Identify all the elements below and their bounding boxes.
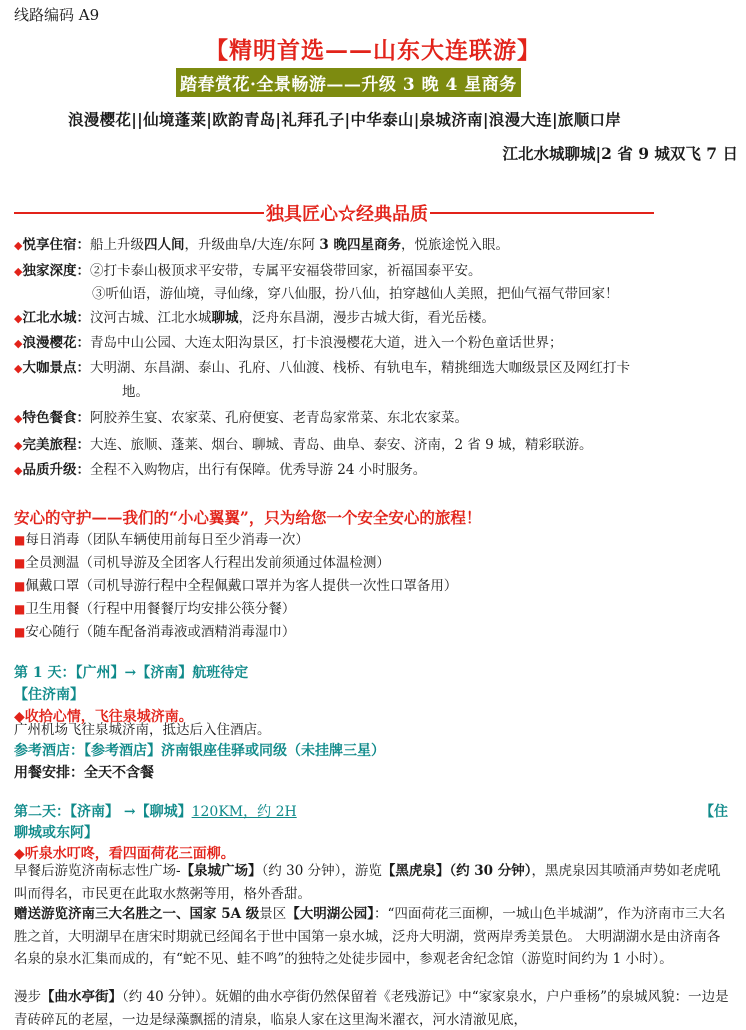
safety-item xyxy=(14,597,295,617)
heading-rule-left xyxy=(14,212,264,214)
diamond-bullet-icon: ◆ xyxy=(14,337,23,350)
day1-body: 广州机场飞往泉城济南，抵达后入住酒店。 xyxy=(14,722,271,738)
day2-paragraph-1 xyxy=(14,860,732,905)
safety-item-text: 全员测温（司机导游及全团客人行程出发前须通过体温检测） xyxy=(25,555,390,571)
highlight-label: 大咖景点： xyxy=(22,360,90,376)
diamond-bullet-icon: ◆ xyxy=(14,265,23,278)
diamond-bullet-icon: ◆ xyxy=(14,464,23,477)
heading-rule-right xyxy=(430,212,654,214)
highlight-label: 独家深度： xyxy=(22,263,90,279)
highlight-text: ③听仙语，游仙境，寻仙缘，穿八仙服，扮八仙，拍穿越仙人美照，把仙气福气带回家！ xyxy=(92,286,619,302)
safety-item xyxy=(14,528,309,548)
safety-item xyxy=(14,551,390,571)
highlight-label: 特色餐食： xyxy=(22,410,90,426)
day1-highlight: ◆收拾心情，飞往泉城济南。 xyxy=(14,709,193,725)
highlight-continuation xyxy=(92,282,742,302)
highlight-text: 大连、旅顺、蓬莱、烟台、聊城、青岛、曲阜、泰安、济南，2 省 9 城，精彩联游。 xyxy=(89,437,593,453)
highlight-bold: 3 晚四星商务 xyxy=(319,237,401,253)
day2-heading: 第二天：【济南】 →【聊城】 xyxy=(14,804,192,820)
highlight-text: 大明湖、东昌湖、泰山、孔府、八仙渡、栈桥、有轨电车，精挑细选大咖级景区及网红打卡 xyxy=(89,360,630,376)
para-text: （约 30 分钟），游览 xyxy=(261,863,382,879)
safety-item xyxy=(14,620,295,640)
highlight-label: 完美旅程： xyxy=(22,437,90,453)
para-text: 景区 xyxy=(259,906,287,922)
day2-highlight: ◆听泉水叮咚，看四面荷花三面柳。 xyxy=(14,846,235,862)
safety-item-text: 每日消毒（团队车辆使用前每日至少消毒一次） xyxy=(25,532,309,548)
diamond-bullet-icon: ◆ xyxy=(14,312,23,325)
square-bullet-icon: ■ xyxy=(14,533,26,547)
highlight-item xyxy=(14,331,734,351)
highlight-label: 品质升级： xyxy=(22,462,90,478)
square-bullet-icon: ■ xyxy=(14,556,26,570)
diamond-bullet-icon: ◆ xyxy=(14,362,23,375)
highlight-text: 全程不入购物店，出行有保障。优秀导游 24 小时服务。 xyxy=(89,462,427,478)
highlight-text: 阿胶养生宴、农家菜、孔府便宴、老青岛家常菜、东北农家菜。 xyxy=(89,410,468,426)
highlight-text: ②打卡泰山极顶求平安带，专属平安福袋带回家，祈福国泰平安。 xyxy=(89,263,482,279)
para-text: ，黑虎泉因其喷涌声势如老虎吼叫而得名，市民更在此取水熬粥等用，格外香甜。 xyxy=(14,863,721,902)
day2-stay-part1: 【住 xyxy=(700,804,728,820)
day1-hotel-value: 【参考酒店】济南银座佳驿或同级（未挂牌三星） xyxy=(84,743,385,759)
diamond-bullet-icon: ◆ xyxy=(14,239,23,252)
day2-heading-row xyxy=(14,801,297,821)
para-text: 早餐后游览济南标志性广场- xyxy=(14,863,181,879)
day1-heading: 第 1 天：【广州】→【济南】航班待定 xyxy=(14,665,249,681)
day1-hotel-label: 参考酒店： xyxy=(14,743,84,759)
highlight-item xyxy=(14,306,734,326)
safety-item-text: 佩戴口罩（司机导游行程中全程佩戴口罩并为客人提供一次性口罩备用） xyxy=(25,578,458,594)
highlight-item xyxy=(14,433,734,453)
para-bold: 赠送游览济南三大名胜之一、国家 5A 级 xyxy=(14,906,260,922)
square-bullet-icon: ■ xyxy=(14,579,26,593)
safety-item-text: 安心随行（随车配备消毒液或酒精消毒湿巾） xyxy=(25,624,296,640)
para-bold: 【曲水亭街】 xyxy=(41,989,122,1005)
day2-distance: 120KM，约 2H xyxy=(191,804,297,820)
route-code: 线路编码 A9 xyxy=(14,6,100,24)
page-title: 【精明首选——山东大连联游】 xyxy=(205,37,541,64)
destination-list: 浪漫樱花||仙境蓬莱|欧韵青岛|礼拜孔子|中华泰山|泉城济南|浪漫大连|旅顺口岸 xyxy=(68,110,622,129)
para-bold: 【泉城广场】 xyxy=(180,863,262,879)
highlight-text: 青岛中山公园、大连太阳沟景区，打卡浪漫樱花大道，进入一个粉色童话世界； xyxy=(89,335,563,351)
para-text: ：“四面荷花三面柳，一城山色半城湖”，作为济南市三大名胜之首，大明湖早在唐宋时期就已经闻名于世中国第一泉水城，泛舟大明湖，赏两岸秀美景色。 大明湖湖水是由济南各名泉的泉水汇集而成的，有“蛇不见、蛙不鸣”的独特之处徒步园中，参观老舍纪念馆（游览时间约为 1 小时）。 xyxy=(14,906,726,967)
highlight-bold: 四人间 xyxy=(143,237,185,253)
day2-paragraph-2 xyxy=(14,903,732,971)
day1-meal: 用餐安排：全天不含餐 xyxy=(14,765,154,781)
diamond-bullet-icon: ◆ xyxy=(14,412,23,425)
safety-item xyxy=(14,574,457,594)
highlight-bold: 聊城 xyxy=(211,310,239,326)
highlight-text: ，悦旅途悦入眼。 xyxy=(400,237,509,253)
highlight-text: ，升级曲阜/大连/东阿 xyxy=(184,237,320,253)
highlight-text: 船上升级 xyxy=(89,237,144,253)
highlight-label: 悦享住宿： xyxy=(22,237,90,253)
highlight-item xyxy=(14,458,734,478)
highlight-item xyxy=(14,406,734,426)
safety-item-text: 卫生用餐（行程中用餐餐厅均安排公筷分餐） xyxy=(25,601,296,617)
para-bold: 【大明湖公园】 xyxy=(286,906,375,922)
highlight-item xyxy=(14,259,734,279)
square-bullet-icon: ■ xyxy=(14,602,26,616)
highlight-text: ，泛舟东昌湖，漫步古城大街，看光岳楼。 xyxy=(238,310,495,326)
diamond-bullet-icon: ◆ xyxy=(14,439,23,452)
safety-heading: 安心的守护——我们的“小心翼翼”，只为给您一个安全安心的旅程！ xyxy=(14,508,482,527)
highlight-label: 江北水城： xyxy=(22,310,90,326)
day2-stay-part2: 聊城或东阿】 xyxy=(14,825,98,841)
highlight-text: 地。 xyxy=(122,384,149,400)
highlight-continuation xyxy=(122,380,722,400)
day2-paragraph-3 xyxy=(14,986,732,1030)
subtitle-banner: 踏春赏花·全景畅游——升级 3 晚 4 星商务 xyxy=(176,68,521,97)
para-text: （约 40 分钟）。妩媚的曲水亭街仍然保留着《老残游记》中“家家泉水，户户垂杨”的泉城风貌：一边是青砖碎瓦的老屋，一边是绿藻飘摇的清泉，临泉人家在这里淘米濯衣，河水清澈见底， xyxy=(14,989,729,1028)
highlight-item xyxy=(14,356,734,376)
highlight-item xyxy=(14,233,734,253)
day1-stay: 【住济南】 xyxy=(14,687,84,703)
para-bold: 【黑虎泉】（约 30 分钟） xyxy=(381,863,532,879)
square-bullet-icon: ■ xyxy=(14,625,26,639)
para-text: 漫步 xyxy=(14,989,41,1005)
day1-hotel xyxy=(14,740,385,760)
trip-summary: 江北水城聊城|2 省 9 城双飞 7 日 xyxy=(502,144,738,163)
highlights-heading xyxy=(14,200,654,226)
highlight-text: 汶河古城、江北水城 xyxy=(89,310,212,326)
highlights-heading-text: 独具匠心☆经典品质 xyxy=(266,204,428,225)
highlight-label: 浪漫樱花： xyxy=(22,335,90,351)
